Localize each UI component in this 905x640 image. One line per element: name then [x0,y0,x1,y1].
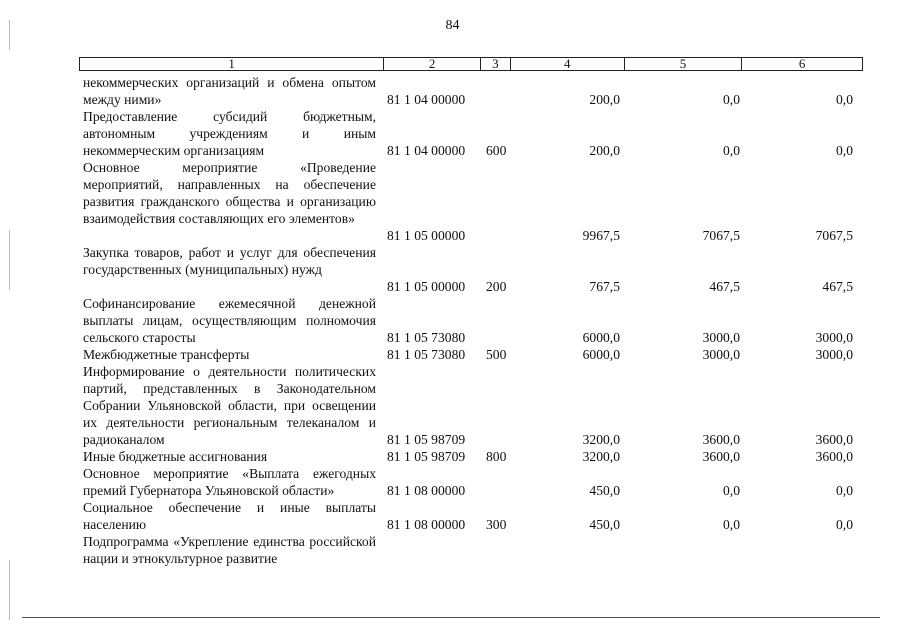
row-value-col5: 0,0 [723,483,740,498]
column-header-6: 6 [741,58,862,70]
column-header-4: 4 [510,58,624,70]
row-value-col5: 3600,0 [702,449,740,464]
table-row [0,244,905,295]
row-expense-type: 300 [486,517,507,532]
table-header [79,57,863,71]
scan-edge-mark [9,20,10,50]
row-code: 81 1 05 73080 [387,330,466,345]
row-value-col6: 3000,0 [815,330,853,345]
table-row [0,346,905,363]
row-value-col6: 3600,0 [815,449,853,464]
table-row [0,448,905,465]
row-code: 81 1 04 00000 [387,92,466,107]
row-description: Межбюджетные трансферты [83,347,250,362]
row-value-col6: 467,5 [822,279,853,294]
row-value-col4: 3200,0 [582,432,620,447]
row-value-col5: 0,0 [723,517,740,532]
row-code: 81 1 05 00000 [387,279,466,294]
table-row [0,363,905,448]
column-header-2: 2 [383,58,480,70]
table-body [0,74,905,567]
row-value-col5: 3000,0 [702,347,740,362]
row-value-col4: 450,0 [589,517,620,532]
row-value-col6: 0,0 [836,517,853,532]
row-value-col6: 0,0 [836,483,853,498]
scan-edge-mark [9,230,10,290]
row-code: 81 1 04 00000 [387,143,466,158]
row-code: 81 1 08 00000 [387,483,466,498]
table-row [0,108,905,159]
table-row [0,159,905,244]
row-value-col6: 0,0 [836,92,853,107]
table-row [0,533,905,567]
row-description: Социальное обеспечение и иные выплаты населению [83,500,376,532]
row-code: 81 1 08 00000 [387,517,466,532]
row-value-col6: 0,0 [836,143,853,158]
row-value-col5: 0,0 [723,92,740,107]
row-code: 81 1 05 98709 [387,449,466,464]
column-header-3: 3 [480,58,510,70]
row-value-col4: 9967,5 [582,228,620,243]
row-value-col4: 767,5 [589,279,620,294]
row-value-col6: 7067,5 [815,228,853,243]
row-description: Софинансирование ежемесячной денежной выплаты лицам, осуществляющим полномочия сельского старосты [83,296,376,345]
row-description: Основное мероприятие «Выплата ежегодных премий Губернатора Ульяновской области» [83,466,376,498]
row-expense-type: 800 [486,449,507,464]
row-expense-type: 600 [486,143,507,158]
row-value-col4: 6000,0 [582,347,620,362]
row-description: некоммерческих организаций и обмена опытом между ними» [83,75,376,107]
row-value-col4: 200,0 [589,143,620,158]
row-code: 81 1 05 98709 [387,432,466,447]
page-number: 84 [445,18,460,33]
row-code: 81 1 05 00000 [387,228,466,243]
row-value-col4: 3200,0 [582,449,620,464]
row-value-col5: 0,0 [723,143,740,158]
scan-edge-mark [9,560,10,620]
row-value-col5: 3000,0 [702,330,740,345]
row-description: Иные бюджетные ассигнования [83,449,268,464]
table-row [0,74,905,108]
column-header-5: 5 [624,58,742,70]
table-row [0,499,905,533]
column-header-1: 1 [228,56,235,71]
row-description: Основное мероприятие «Проведение мероприятий, направленных на обеспечение развития гражданского общества и организацию взаимодействия составляющих его элементов» [83,160,376,226]
row-value-col5: 467,5 [709,279,740,294]
row-value-col6: 3600,0 [815,432,853,447]
row-value-col6: 3000,0 [815,347,853,362]
row-description: Закупка товаров, работ и услуг для обеспечения государственных (муниципальных) нужд [83,245,376,277]
row-value-col5: 3600,0 [702,432,740,447]
row-value-col4: 450,0 [589,483,620,498]
page-bottom-rule [22,617,880,618]
row-description: Информирование о деятельности политических партий, представленных в Законодательном Собрании Ульяновской области, при освещении их деятельности региональным телеканалом и радиоканалом [83,364,376,447]
table-row [0,295,905,346]
row-expense-type: 200 [486,279,507,294]
row-description: Подпрограмма «Укрепление единства российской нации и этнокультурное развитие [83,534,376,566]
table-row [0,465,905,499]
row-expense-type: 500 [486,347,507,362]
row-code: 81 1 05 73080 [387,347,466,362]
row-value-col4: 6000,0 [582,330,620,345]
row-description: Предоставление субсидий бюджетным, автономным учреждениям и иным некоммерческим организациям [83,109,376,158]
row-value-col5: 7067,5 [702,228,740,243]
row-value-col4: 200,0 [589,92,620,107]
